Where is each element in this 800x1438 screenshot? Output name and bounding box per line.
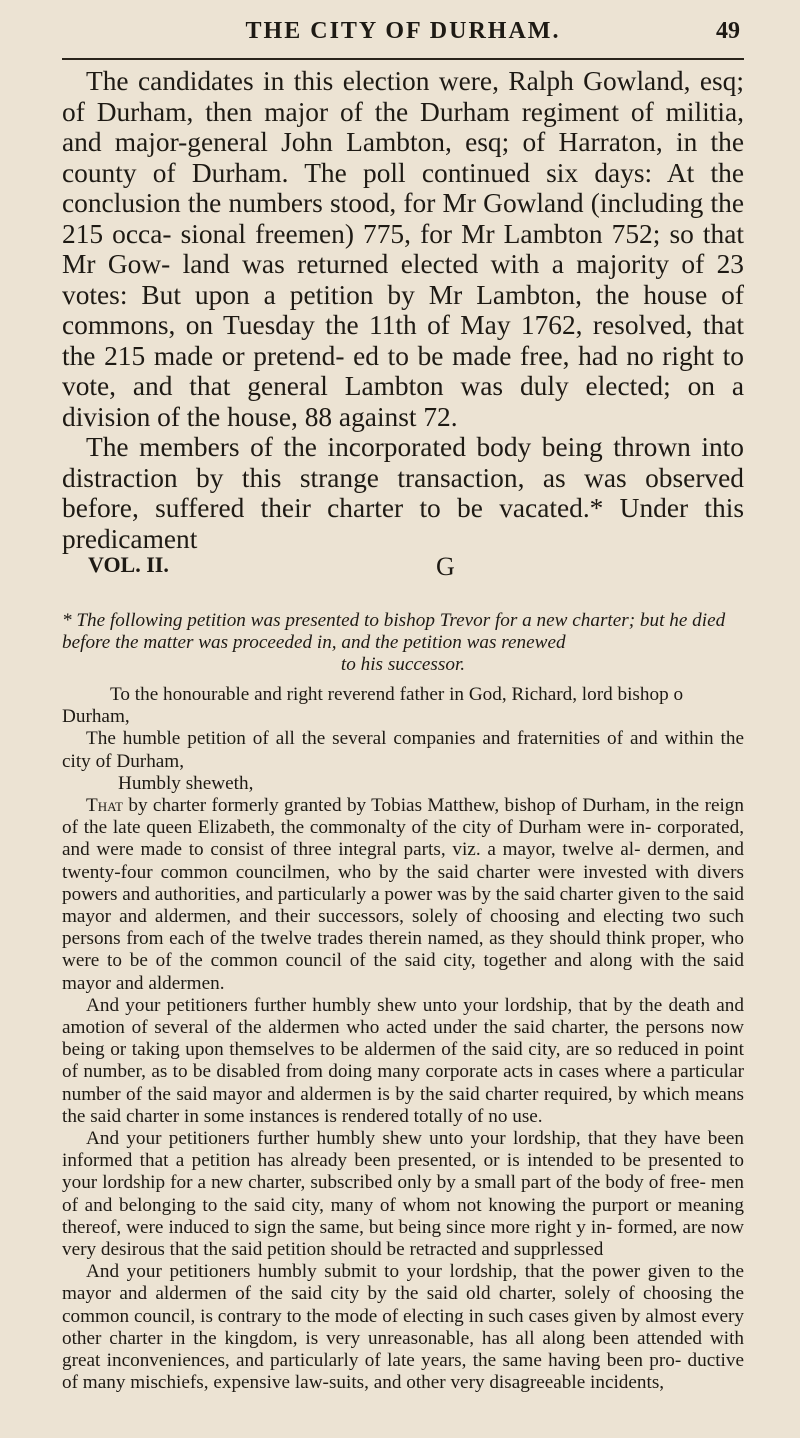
- main-paragraph: The candidates in this election were, Ralph Gowland, esq; of Durham, then major of the Durham regiment of militia, and major-general John Lambton, esq; of Harraton, in the county of Durham. The poll continued six days: At the conclusion the numbers stood, for Mr Gowland (including the 215 occa- sional freemen) 775, for Mr Lambton 752; so that Mr Gow- land was returned elected with a majority of 23 votes: But upon a petition by Mr Lambton, the house of commons, on Tuesday the 11th of May 1762, resolved, that the 215 made or pretend- ed to be made free, had no right to vote, and that general Lambton was duly elected; on a division of the house, 88 against 72.: [62, 66, 744, 432]
- signature-line: [62, 552, 744, 582]
- signature-mark: G: [436, 552, 455, 581]
- main-text: [62, 66, 744, 554]
- header-rule: [62, 58, 744, 60]
- footnote-line: * The following petition was presented to bishop Trevor for a new charter; but he died before the matter was proceeded in, and the petition was renewed: [62, 610, 726, 653]
- petition-paragraph-rest: by charter formerly granted by Tobias Matthew, bishop of Durham, in the reign of the late queen Elizabeth, the commonalty of the city of Durham were in- corporated, and were made to consist of three integral parts, viz. a mayor, twelve al- dermen, and twenty-four common councilmen, who by the said charter were invested with divers powers and authorities, and particularly a power was by the said charter given to the said mayor and aldermen, and their successors, solely of choosing and electing two such persons from each of the twelve trades therein named, as they should think proper, who were to be of the common council of the said city, together and along with the said mayor and aldermen.: [62, 795, 744, 994]
- petition-address-tail: Durham,: [62, 706, 130, 728]
- book-page: [0, 18, 800, 1438]
- footnote-line: to his successor.: [340, 654, 466, 675]
- running-head: [62, 18, 744, 58]
- petition-paragraph: And your petitioners humbly submit to your lordship, that the power given to the mayor and aldermen of the said city by the said old charter, solely of choosing the common council, is contrary to the mode of electing in such cases given by almost every other charter in the kingdom, is very unreasonable, has all along been attended with great inconveniences, and particularly of late years, the same having been pro- ductive of many mischiefs, expensive law-suits, and other very disagreeable incidents,: [62, 1261, 744, 1394]
- volume-label: VOL. II.: [88, 552, 169, 577]
- petition-paragraph: [62, 795, 744, 995]
- petition-first-word: That: [86, 795, 123, 817]
- page-number: 49: [716, 18, 740, 44]
- petition-text: [62, 684, 744, 1395]
- petition-heading: The humble petition of all the several companies and fraternities of and within the city of Durham,: [62, 728, 744, 772]
- petition-paragraph: And your petitioners further humbly shew unto your lordship, that they have been informed that a petition has already been presented, or is intended to be presented to your lordship for a new charter, subscribed only by a small part of the body of free- men of and belonging to the said city, many of whom not knowing the purport or meaning thereof, were induced to sign the same, but being since more right y in- formed, are now very desirous that the said petition should be retracted and supprlessed: [62, 1128, 744, 1261]
- running-title: THE CITY OF DURHAM.: [245, 18, 561, 44]
- footnote: [62, 610, 744, 676]
- main-paragraph: The members of the incorporated body being thrown into distraction by this strange transaction, as was observed before, suffered their charter to be vacated.* Under this predicament: [62, 432, 744, 554]
- petition-paragraph: And your petitioners further humbly shew unto your lordship, that by the death and amotion of several of the aldermen who acted under the said charter, the persons now being or taking upon themselves to be aldermen of the said city, are so reduced in point of number, as to be disabled from doing many corporate acts in cases where a particular number of the said mayor and aldermen is by the said charter required, by which means the said charter in some instances is rendered totally of no use.: [62, 994, 744, 1127]
- petition-sheweth: Humbly sheweth,: [118, 772, 254, 794]
- petition-address: To the honourable and right reverend father in God, Richard, lord bishop o: [110, 684, 684, 705]
